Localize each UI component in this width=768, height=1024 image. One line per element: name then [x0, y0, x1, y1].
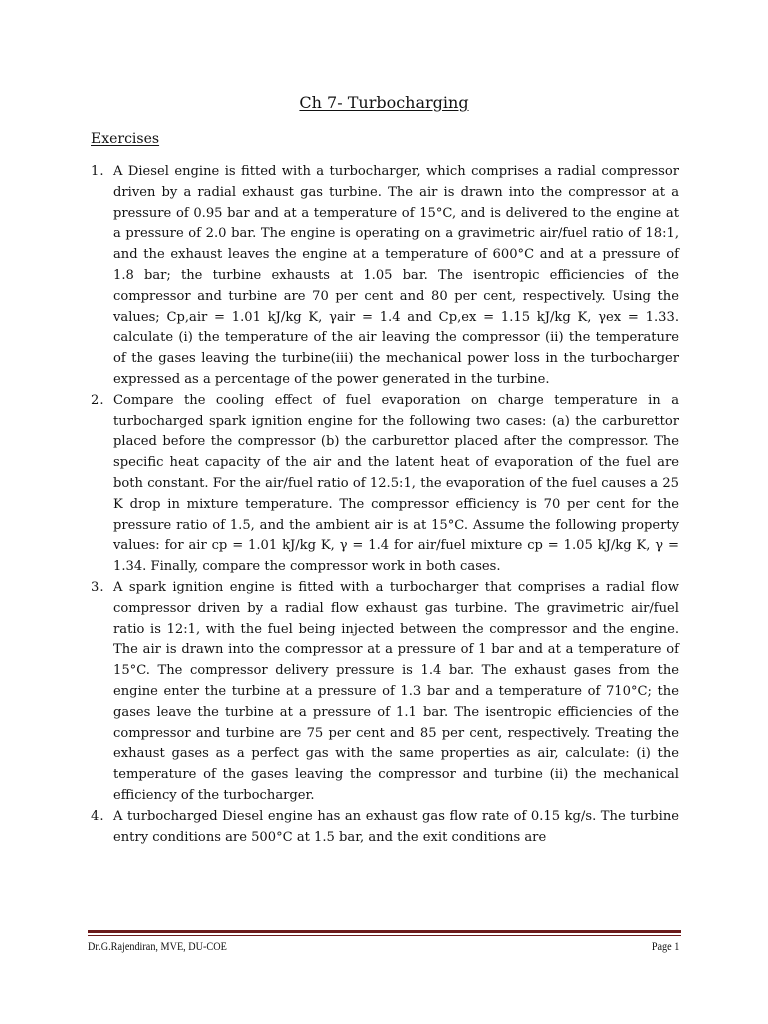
footer-divider-thin — [88, 935, 681, 936]
exercise-item-3 — [91, 578, 679, 807]
exercise-text: A spark ignition engine is fitted with a turbocharger that comprises a radial flow compressor driven by a radial flow exhaust gas turbine. The gravimetric air/fuel ratio is 12:1, with the fuel being injected between the compressor and the engine. The air is drawn into the compressor at a pressure of 1 bar and at a temperature of 15°C. The compressor delivery pressure is 1.4 bar. The exhaust gases from the engine enter the turbine at a pressure of 1.3 bar and a temperature of 710°C; the gases leave the turbine at a pressure of 1.1 bar. The isentropic efficiencies of the compressor and turbine are 75 per cent and 85 per cent, respectively. Treating the exhaust gases as a perfect gas with the same properties as air, calculate: (i) the temperature of the gases leaving the compressor and turbine (ii) the mechanical efficiency of the turbocharger. — [113, 579, 679, 803]
page-title: Ch 7- Turbocharging — [299, 93, 469, 112]
exercise-text: Compare the cooling effect of fuel evaporation on charge temperature in a turbocharged spark ignition engine for the following two cases: (a) the carburettor placed before the compressor (b) the carburettor placed after the compressor. The specific heat capacity of the air and the latent heat of evaporation of the fuel are both constant. For the air/fuel ratio of 12.5:1, the evaporation of the fuel causes a 25 K drop in mixture temperature. The compressor efficiency is 70 per cent for the pressure ratio of 1.5, and the ambient air is at 15°C. Assume the following property values: for air cp = 1.01 kJ/kg K, γ = 1.4 for air/fuel mixture cp = 1.05 kJ/kg K, γ = 1.34. Finally, compare the compressor work in both cases. — [113, 392, 679, 575]
exercise-text: A turbocharged Diesel engine has an exhaust gas flow rate of 0.15 kg/s. The turbine entry conditions are 500°C at 1.5 bar, and the exit conditions are — [113, 808, 679, 845]
exercise-number: 2. — [91, 392, 104, 408]
exercise-number: 3. — [91, 579, 104, 595]
footer-author: Dr.G.Rajendiran, MVE, DU-COE — [88, 939, 227, 953]
exercise-text: A Diesel engine is fitted with a turbocharger, which comprises a radial compressor driven by a radial exhaust gas turbine. The air is drawn into the compressor at a pressure of 0.95 bar and at a temperature of 15°C, and is delivered to the engine at a pressure of 2.0 bar. The engine is operating on a gravimetric air/fuel ratio of 18:1, and the exhaust leaves the engine at a temperature of 600°C and at a pressure of 1.8 bar; the turbine exhausts at 1.05 bar. The isentropic efficiencies of the compressor and turbine are 70 per cent and 80 per cent, respectively. Using the values; Cp,air = 1.01 kJ/kg K, γair = 1.4 and Cp,ex = 1.15 kJ/kg K, γex = 1.33. calculate (i) the temperature of the air leaving the compressor (ii) the temperature of the gases leaving the turbine(iii) the mechanical power loss in the turbocharger expressed as a percentage of the power generated in the turbine. — [113, 164, 679, 387]
exercise-item-1 — [91, 162, 679, 391]
section-heading: Exercises — [91, 131, 160, 147]
exercise-item-2 — [91, 391, 679, 578]
exercise-number: 4. — [91, 808, 104, 824]
footer-page-number: Page 1 — [651, 939, 679, 953]
exercise-list — [91, 162, 679, 848]
exercise-item-4 — [91, 807, 679, 849]
exercise-number: 1. — [91, 164, 104, 179]
footer-divider — [88, 930, 681, 933]
